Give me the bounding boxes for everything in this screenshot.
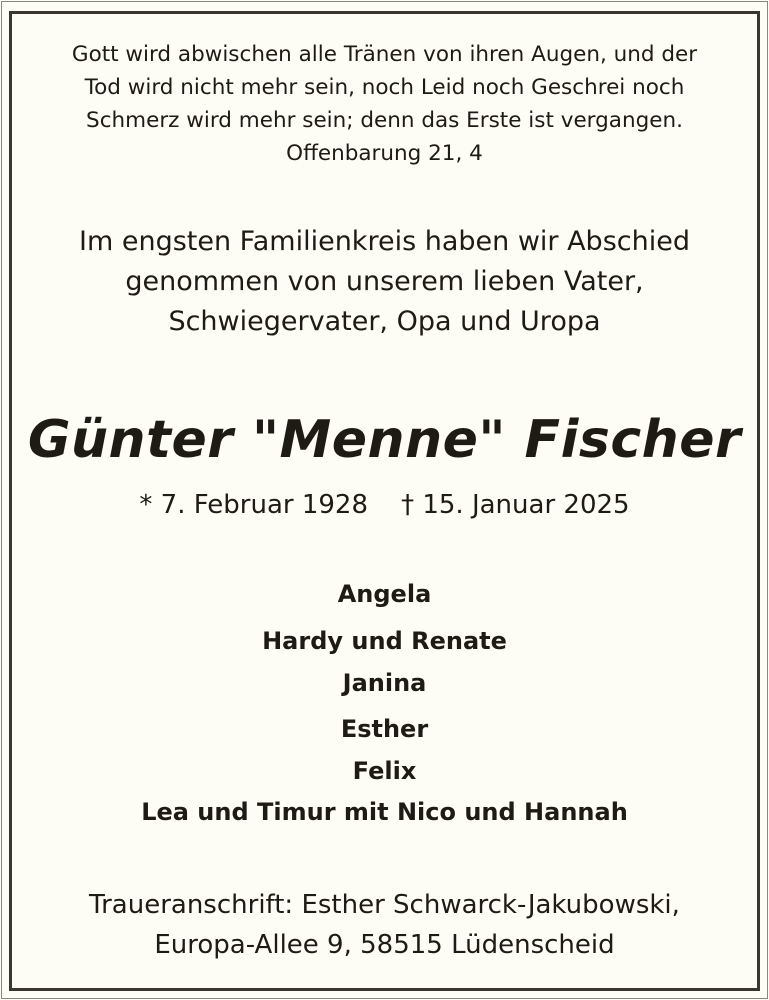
family-member: Lea und Timur mit Nico und Hannah (141, 798, 628, 826)
intro-line: Schwiegervater, Opa und Uropa (168, 306, 601, 337)
address-line: Europa-Allee 9, 58515 Lüdenscheid (154, 930, 615, 960)
verse-line: Schmerz wird mehr sein; denn das Erste ist vergangen. (86, 108, 683, 133)
family-member: Esther (340, 715, 429, 743)
family-member: Hardy und Renate (262, 627, 507, 655)
family-member: Angela (337, 580, 432, 608)
intro-line: genommen von unserem lieben Vater, (125, 266, 644, 297)
verse-line: Gott wird abwischen alle Tränen von ihren Augen, und der (71, 42, 698, 67)
verse-line: Tod wird nicht mehr sein, noch Leid noch Geschrei noch (84, 75, 685, 100)
death-date: † 15. Januar 2025 (401, 490, 630, 520)
bible-verse (0, 38, 769, 170)
condolence-address (0, 885, 769, 965)
birth-date: * 7. Februar 1928 (139, 490, 369, 520)
family-member: Felix (352, 757, 417, 785)
intro-line: Im engsten Familienkreis haben wir Abschied (79, 226, 690, 257)
verse-reference: Offenbarung 21, 4 (286, 141, 483, 166)
deceased-name: Günter "Menne" Fischer (27, 410, 742, 470)
life-dates (0, 490, 769, 520)
family-member: Janina (342, 669, 427, 697)
address-line: Traueranschrift: Esther Schwarck-Jakubowski, (89, 890, 680, 920)
intro-text (0, 222, 769, 342)
